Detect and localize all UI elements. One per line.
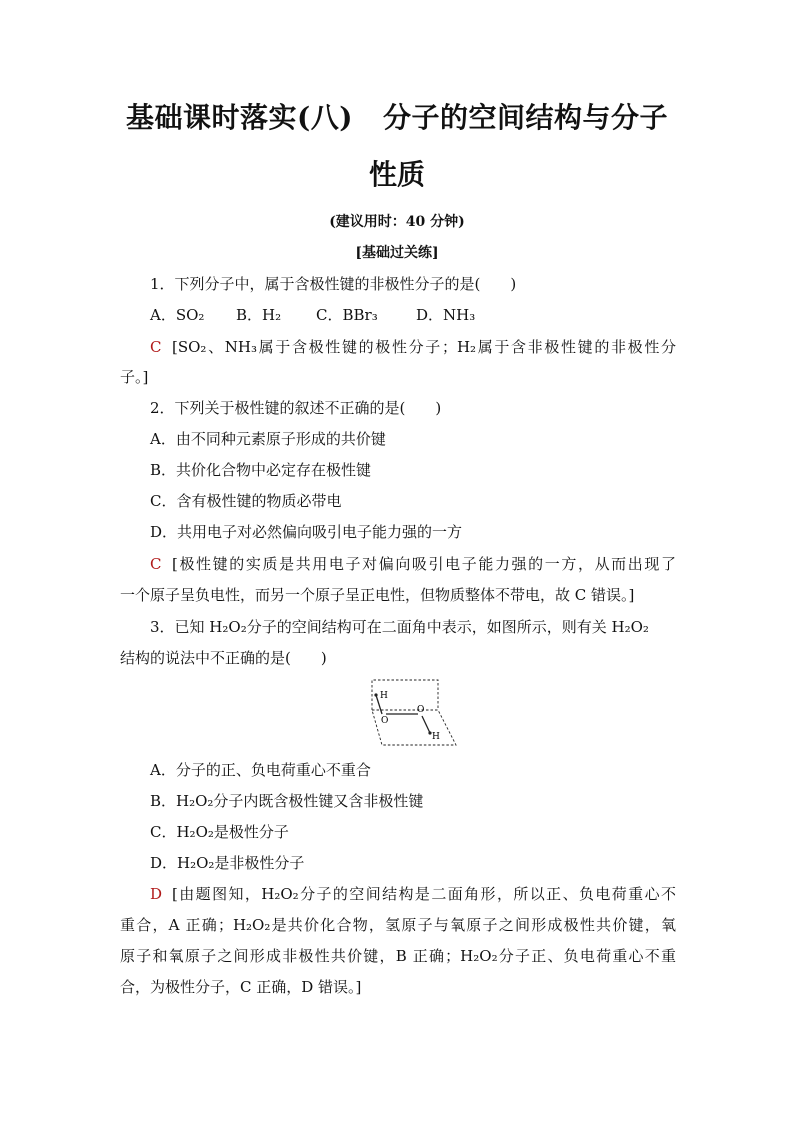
label-o-right: O (417, 705, 425, 715)
label-o-left: O (381, 716, 389, 726)
q3-option-a: A．分子的正、负电荷重心不重合 (150, 761, 371, 779)
q1-option-a: A．SO₂ (150, 306, 205, 324)
label-h-top: H (380, 691, 388, 701)
q3-option-c: C．H₂O₂是极性分子 (150, 823, 289, 841)
label-h-bottom: H (432, 732, 440, 742)
q2-stem: 2．下列关于极性键的叙述不正确的是( ) (150, 399, 442, 417)
suggested-time: (建议用时：40 分钟) (329, 214, 465, 230)
q2-option-b: B．共价化合物中必定存在极性键 (150, 461, 372, 479)
q1-explain-text1: [SO₂、NH₃属于含极性键的极性分子；H₂属于含非极性键的非极性分 (172, 338, 676, 356)
q2-explain-text1: [极性键的实质是共用电子对偏向吸引电子能力强的一方，从而出现了 (172, 555, 676, 573)
title-part2: 分子的空间结构与分子 (382, 101, 668, 134)
q1-option-c: C．BBr₃ (316, 306, 378, 324)
q3-explanation-line2: 重合，A 正确；H₂O₂是共价化合物，氢原子与氧原子之间形成极性共价键，氧 (120, 916, 676, 934)
q3-explanation-line1 (150, 884, 676, 904)
q2-answer: C (150, 555, 162, 573)
atom-dot-h-top (374, 693, 377, 696)
q1-option-d: D．NH₃ (416, 306, 476, 324)
q3-explanation-line4: 合，为极性分子，C 正确，D 错误。] (120, 978, 362, 996)
section-heading: [基础过关练] (355, 245, 439, 261)
h2o2-dihedral-diagram (368, 678, 460, 750)
q1-options (150, 305, 676, 325)
q2-option-c: C．含有极性键的物质必带电 (150, 492, 342, 510)
q3-stem-line1: 3．已知 H₂O₂分子的空间结构可在二面角中表示，如图所示，则有关 H₂O₂ (150, 618, 649, 636)
q3-option-b: B．H₂O₂分子内既含极性键又含非极性键 (150, 792, 424, 810)
q2-option-a: A．由不同种元素原子形成的共价键 (150, 430, 386, 448)
q1-explanation-line1 (150, 337, 676, 357)
q3-explanation-line3: 原子和氧原子之间形成非极性共价键，B 正确；H₂O₂分子正、负电荷重心不重 (120, 947, 676, 965)
q1-explanation-line2: 子。] (120, 368, 149, 386)
q2-explanation-line1 (150, 554, 676, 574)
bond-o-h-right (422, 716, 430, 733)
q2-option-d: D．共用电子对必然偏向吸引电子能力强的一方 (150, 523, 463, 541)
q1-option-b: B．H₂ (236, 306, 282, 324)
page-title (0, 96, 794, 136)
q3-stem-line2: 结构的说法中不正确的是( ) (120, 649, 327, 667)
q1-answer: C (150, 338, 162, 356)
title-part1: 基础课时落实(八) (125, 101, 353, 134)
page-title-line2: 性质 (368, 158, 425, 191)
q3-explain-text1: [由题图知，H₂O₂分子的空间结构是二面角形，所以正、负电荷重心不 (172, 885, 676, 903)
q1-stem: 1．下列分子中，属于含极性键的非极性分子的是( ) (150, 275, 517, 293)
q2-explanation-line2: 一个原子呈负电性，而另一个原子呈正电性，但物质整体不带电，故 C 错误。] (120, 586, 635, 604)
q3-answer: D (150, 885, 163, 903)
q3-option-d: D．H₂O₂是非极性分子 (150, 854, 305, 872)
